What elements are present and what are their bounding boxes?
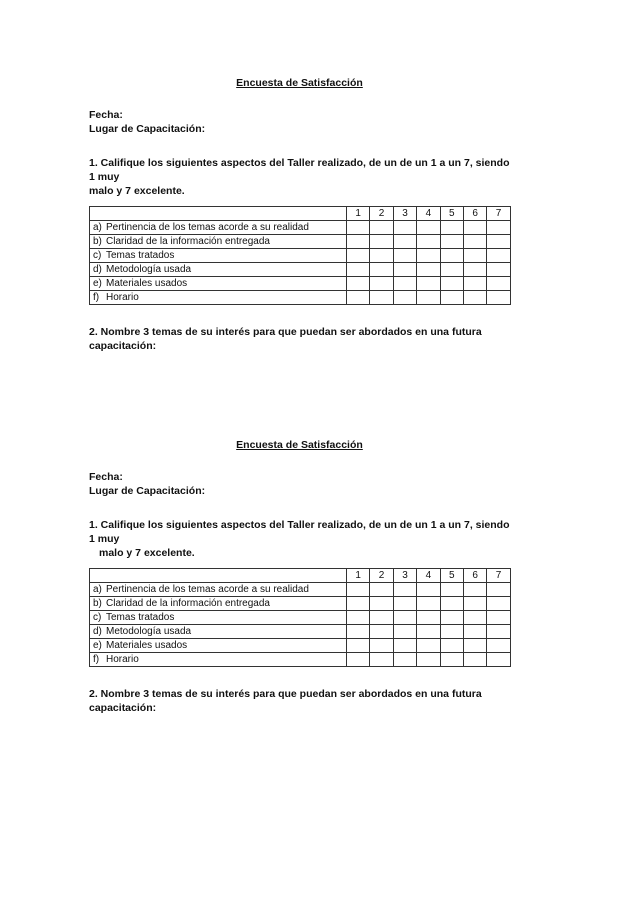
rating-cell[interactable] [347, 263, 370, 277]
item-label: Horario [106, 654, 139, 665]
rating-cell[interactable] [417, 291, 440, 305]
item-label: Temas tratados [106, 612, 175, 623]
table-row [90, 611, 511, 625]
table-row [90, 597, 511, 611]
item-letter: e) [93, 640, 102, 651]
rating-cell[interactable] [370, 611, 393, 625]
item-label: Claridad de la información entregada [106, 598, 270, 609]
rating-cell[interactable] [347, 291, 370, 305]
rating-cell[interactable] [347, 249, 370, 263]
rating-header-row [90, 569, 511, 583]
rating-table [89, 568, 511, 667]
scale-5: 5 [440, 207, 463, 221]
item-cell [90, 249, 347, 263]
scale-7: 7 [487, 207, 510, 221]
question-1-line-1: 1. Califique los siguientes aspectos del Taller realizado, de un de un 1 a un 7, siendo 1 muy [89, 157, 510, 183]
item-label: Materiales usados [106, 278, 188, 289]
table-row [90, 625, 511, 639]
rating-cell[interactable] [440, 277, 463, 291]
rating-cell[interactable] [463, 583, 486, 597]
table-row [90, 221, 511, 235]
scale-2: 2 [370, 569, 393, 583]
rating-cell[interactable] [370, 639, 393, 653]
item-cell [90, 611, 347, 625]
rating-cell[interactable] [370, 235, 393, 249]
rating-cell[interactable] [393, 597, 416, 611]
rating-cell[interactable] [440, 291, 463, 305]
rating-cell[interactable] [487, 263, 510, 277]
item-letter: b) [93, 598, 102, 609]
question-1 [89, 156, 510, 198]
rating-cell[interactable] [463, 653, 486, 667]
rating-cell[interactable] [440, 583, 463, 597]
header-fields [89, 470, 510, 498]
rating-cell[interactable] [347, 277, 370, 291]
scale-4: 4 [417, 569, 440, 583]
rating-cell[interactable] [440, 221, 463, 235]
item-letter: e) [93, 278, 102, 289]
rating-cell[interactable] [440, 235, 463, 249]
rating-cell[interactable] [347, 235, 370, 249]
question-1-line-1: 1. Califique los siguientes aspectos del Taller realizado, de un de un 1 a un 7, siendo 1 muy [89, 519, 510, 545]
item-letter: c) [93, 250, 102, 261]
question-1-line-2: malo y 7 excelente. [99, 547, 195, 559]
rating-cell[interactable] [370, 221, 393, 235]
rating-cell[interactable] [487, 653, 510, 667]
rating-table [89, 206, 511, 305]
rating-cell[interactable] [393, 291, 416, 305]
header-empty-cell [90, 569, 347, 583]
rating-cell[interactable] [463, 263, 486, 277]
rating-cell[interactable] [393, 277, 416, 291]
header-fields [89, 108, 510, 136]
item-label: Metodología usada [106, 626, 192, 637]
table-row [90, 263, 511, 277]
rating-cell[interactable] [393, 639, 416, 653]
item-letter: d) [93, 264, 102, 275]
item-label: Materiales usados [106, 640, 188, 651]
rating-cell[interactable] [417, 653, 440, 667]
rating-cell[interactable] [417, 221, 440, 235]
table-row [90, 639, 511, 653]
scale-6: 6 [463, 569, 486, 583]
rating-cell[interactable] [440, 639, 463, 653]
item-cell [90, 653, 347, 667]
rating-cell[interactable] [463, 597, 486, 611]
item-cell [90, 277, 347, 291]
table-row [90, 235, 511, 249]
survey-title: Encuesta de Satisfacción [236, 439, 363, 451]
rating-cell[interactable] [347, 221, 370, 235]
question-2-line-1: 2. Nombre 3 temas de su interés para que puedan ser abordados en una futura [89, 688, 482, 700]
scale-5: 5 [440, 569, 463, 583]
item-letter: a) [93, 584, 102, 595]
rating-cell[interactable] [417, 235, 440, 249]
scale-1: 1 [347, 569, 370, 583]
rating-cell[interactable] [417, 277, 440, 291]
rating-cell[interactable] [440, 625, 463, 639]
rating-cell[interactable] [463, 291, 486, 305]
rating-header-row [90, 207, 511, 221]
rating-cell[interactable] [347, 625, 370, 639]
rating-cell[interactable] [463, 277, 486, 291]
header-empty-cell [90, 207, 347, 221]
question-2-line-2: capacitación: [89, 702, 157, 714]
rating-cell[interactable] [393, 263, 416, 277]
rating-cell[interactable] [417, 639, 440, 653]
rating-cell[interactable] [370, 263, 393, 277]
rating-cell[interactable] [440, 263, 463, 277]
scale-6: 6 [463, 207, 486, 221]
rating-cell[interactable] [347, 583, 370, 597]
question-2 [89, 687, 510, 715]
rating-cell[interactable] [487, 221, 510, 235]
item-label: Pertinencia de los temas acorde a su realidad [106, 222, 309, 233]
rating-cell[interactable] [393, 221, 416, 235]
rating-cell[interactable] [393, 249, 416, 263]
rating-cell[interactable] [487, 611, 510, 625]
item-letter: b) [93, 236, 102, 247]
rating-cell[interactable] [463, 249, 486, 263]
rating-cell[interactable] [417, 611, 440, 625]
rating-cell[interactable] [417, 249, 440, 263]
lugar-label: Lugar de Capacitación: [89, 485, 206, 497]
rating-cell[interactable] [393, 235, 416, 249]
table-row [90, 583, 511, 597]
item-label: Claridad de la información entregada [106, 236, 270, 247]
item-label: Temas tratados [106, 250, 175, 261]
question-2-line-2: capacitación: [89, 340, 157, 352]
item-label: Metodología usada [106, 264, 192, 275]
rating-cell[interactable] [347, 597, 370, 611]
table-row [90, 653, 511, 667]
rating-cell[interactable] [463, 625, 486, 639]
rating-cell[interactable] [347, 639, 370, 653]
scale-3: 3 [393, 207, 416, 221]
survey-form-2 [89, 438, 510, 715]
item-label: Pertinencia de los temas acorde a su realidad [106, 584, 309, 595]
question-2 [89, 325, 510, 353]
survey-title: Encuesta de Satisfacción [236, 77, 363, 89]
scale-7: 7 [487, 569, 510, 583]
rating-cell[interactable] [370, 597, 393, 611]
rating-cell[interactable] [487, 291, 510, 305]
scale-4: 4 [417, 207, 440, 221]
rating-cell[interactable] [463, 639, 486, 653]
rating-cell[interactable] [417, 625, 440, 639]
rating-cell[interactable] [487, 597, 510, 611]
rating-cell[interactable] [463, 235, 486, 249]
rating-cell[interactable] [487, 249, 510, 263]
rating-cell[interactable] [417, 583, 440, 597]
rating-cell[interactable] [347, 611, 370, 625]
rating-cell[interactable] [463, 611, 486, 625]
item-cell [90, 235, 347, 249]
scale-3: 3 [393, 569, 416, 583]
rating-cell[interactable] [370, 653, 393, 667]
rating-cell[interactable] [487, 639, 510, 653]
rating-cell[interactable] [347, 653, 370, 667]
rating-cell[interactable] [370, 277, 393, 291]
item-cell [90, 221, 347, 235]
item-cell [90, 583, 347, 597]
item-letter: a) [93, 222, 102, 233]
rating-cell[interactable] [393, 611, 416, 625]
lugar-label: Lugar de Capacitación: [89, 123, 206, 135]
fecha-label: Fecha: [89, 109, 123, 121]
fecha-label: Fecha: [89, 471, 123, 483]
item-letter: f) [93, 292, 100, 303]
rating-cell[interactable] [393, 625, 416, 639]
scale-2: 2 [370, 207, 393, 221]
table-row [90, 249, 511, 263]
question-2-line-1: 2. Nombre 3 temas de su interés para que puedan ser abordados en una futura [89, 326, 482, 338]
rating-cell[interactable] [370, 625, 393, 639]
item-cell [90, 625, 347, 639]
rating-cell[interactable] [440, 611, 463, 625]
question-1-line-2: malo y 7 excelente. [89, 185, 185, 197]
rating-cell[interactable] [463, 221, 486, 235]
scale-1: 1 [347, 207, 370, 221]
rating-cell[interactable] [370, 291, 393, 305]
item-cell [90, 597, 347, 611]
rating-cell[interactable] [370, 583, 393, 597]
item-letter: d) [93, 626, 102, 637]
item-cell [90, 263, 347, 277]
rating-cell[interactable] [487, 583, 510, 597]
item-cell [90, 291, 347, 305]
survey-form-1 [89, 76, 510, 353]
question-1 [89, 518, 510, 560]
table-row [90, 277, 511, 291]
rating-cell[interactable] [393, 653, 416, 667]
rating-cell[interactable] [487, 277, 510, 291]
rating-cell[interactable] [370, 249, 393, 263]
rating-cell[interactable] [487, 235, 510, 249]
rating-cell[interactable] [393, 583, 416, 597]
item-letter: f) [93, 654, 100, 665]
rating-cell[interactable] [487, 625, 510, 639]
rating-cell[interactable] [417, 263, 440, 277]
item-letter: c) [93, 612, 102, 623]
rating-cell[interactable] [440, 653, 463, 667]
table-row [90, 291, 511, 305]
rating-cell[interactable] [440, 597, 463, 611]
rating-cell[interactable] [440, 249, 463, 263]
item-cell [90, 639, 347, 653]
rating-cell[interactable] [417, 597, 440, 611]
item-label: Horario [106, 292, 139, 303]
